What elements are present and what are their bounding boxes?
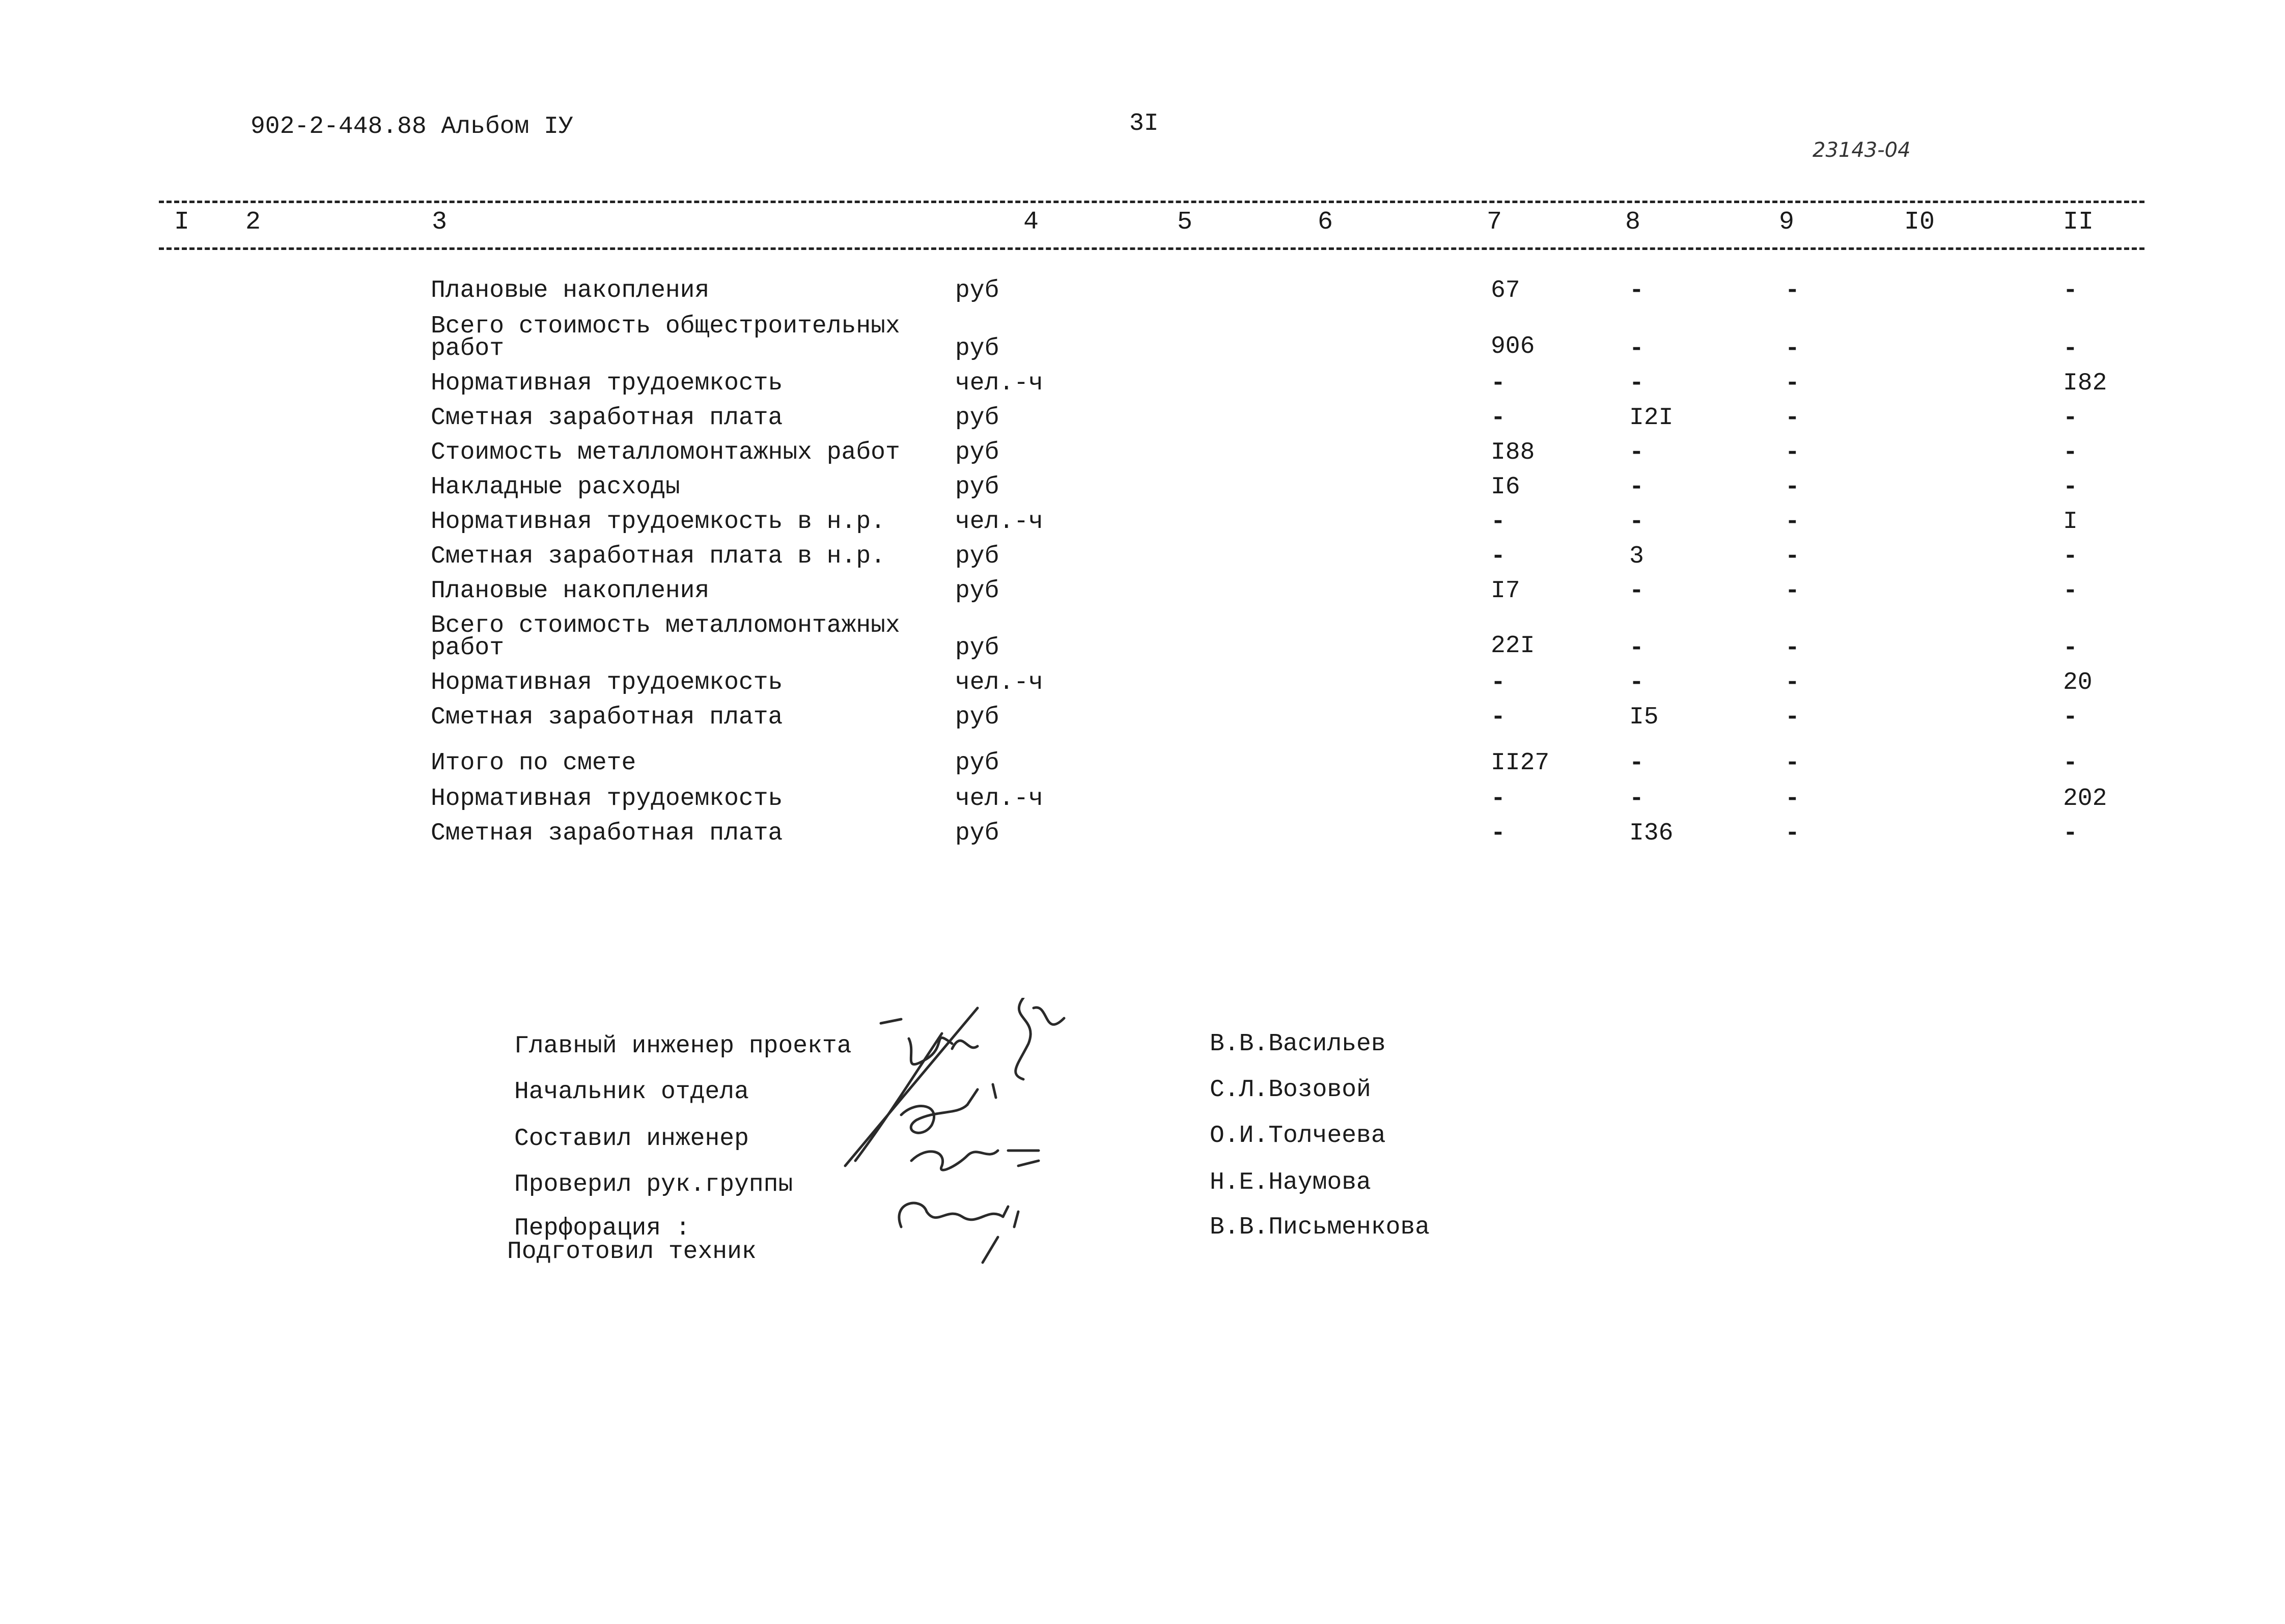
- row-col-8: -: [1629, 473, 1644, 501]
- row-unit: чел.-ч: [955, 785, 1043, 813]
- signature-name: О.И.Толчеева: [1210, 1122, 1386, 1150]
- column-number-8: 8: [1625, 208, 1641, 237]
- row-col-7: I88: [1491, 439, 1535, 466]
- row-col-7: -: [1491, 370, 1506, 397]
- row-name: Плановые накопления: [431, 277, 710, 304]
- row-col-9: -: [1785, 820, 1800, 847]
- row-col-8: -: [1629, 577, 1644, 605]
- row-unit: руб: [955, 749, 999, 777]
- stamp-number: 23143-04: [1813, 138, 1911, 162]
- row-name-continued: работ: [431, 335, 505, 362]
- row-name: Нормативная трудоемкость: [431, 370, 783, 397]
- row-col-11: -: [2063, 404, 2078, 432]
- row-unit: руб: [955, 543, 999, 570]
- column-number-6: 6: [1318, 208, 1333, 237]
- row-col-8: 3: [1629, 543, 1644, 570]
- row-col-9: -: [1785, 749, 1800, 777]
- signature-name: Н.Е.Наумова: [1210, 1169, 1371, 1196]
- row-unit: чел.-ч: [955, 370, 1043, 397]
- row-col-11: -: [2063, 439, 2078, 466]
- row-col-8: -: [1629, 785, 1644, 813]
- row-col-8: -: [1629, 508, 1644, 536]
- signature-role-continued: Подготовил техник: [507, 1238, 757, 1266]
- row-col-7: -: [1491, 785, 1506, 813]
- row-col-9: -: [1785, 543, 1800, 570]
- row-name: Сметная заработная плата в н.р.: [431, 543, 885, 570]
- page-number: 3I: [1129, 110, 1159, 137]
- row-col-7: -: [1491, 820, 1506, 847]
- row-col-11: -: [2063, 473, 2078, 501]
- row-col-8: -: [1629, 439, 1644, 466]
- row-name: Сметная заработная плата: [431, 404, 783, 432]
- row-col-7: -: [1491, 669, 1506, 696]
- row-unit: руб: [955, 277, 999, 304]
- column-number-3: 3: [432, 208, 448, 237]
- row-col-11: I82: [2063, 370, 2107, 397]
- row-col-11: -: [2063, 749, 2078, 777]
- row-col-9: -: [1785, 473, 1800, 501]
- row-col-9: -: [1785, 785, 1800, 813]
- row-unit: руб: [955, 335, 999, 362]
- row-name: Сметная заработная плата: [431, 820, 783, 847]
- row-name: Всего стоимость общестроительных: [431, 313, 900, 340]
- row-col-7: -: [1491, 543, 1506, 570]
- row-name: Плановые накопления: [431, 577, 710, 605]
- row-col-8: -: [1629, 370, 1644, 397]
- row-col-7: -: [1491, 508, 1506, 536]
- signature-role: Перфорация :: [514, 1215, 690, 1242]
- row-col-9: -: [1785, 634, 1800, 662]
- column-number-4: 4: [1023, 208, 1039, 237]
- row-col-11: -: [2063, 704, 2078, 731]
- column-number-1: I: [174, 208, 190, 237]
- row-col-11: -: [2063, 820, 2078, 847]
- row-col-8: -: [1629, 277, 1644, 304]
- signature-role: Главный инженер проекта: [514, 1032, 852, 1060]
- row-col-11: -: [2063, 543, 2078, 570]
- row-name: Всего стоимость металломонтажных: [431, 612, 900, 639]
- row-unit: руб: [955, 577, 999, 605]
- row-unit: руб: [955, 439, 999, 466]
- row-unit: руб: [955, 704, 999, 731]
- row-col-8: I36: [1629, 820, 1674, 847]
- signature-role: Проверил рук.группы: [514, 1171, 793, 1198]
- row-unit: руб: [955, 404, 999, 432]
- signature-name: В.В.Письменкова: [1210, 1214, 1430, 1241]
- row-name: Стоимость металломонтажных работ: [431, 439, 900, 466]
- row-col-9: -: [1785, 277, 1800, 304]
- row-col-8: I5: [1629, 704, 1659, 731]
- row-col-7: II27: [1491, 749, 1550, 777]
- row-col-9: -: [1785, 370, 1800, 397]
- column-number-2: 2: [245, 208, 261, 237]
- row-col-8: -: [1629, 749, 1644, 777]
- row-col-7: -: [1491, 404, 1506, 432]
- row-name: Сметная заработная плата: [431, 704, 783, 731]
- row-col-8: -: [1629, 669, 1644, 696]
- row-col-11: -: [2063, 634, 2078, 662]
- signature-name: С.Л.Возовой: [1210, 1076, 1371, 1104]
- row-col-11: -: [2063, 335, 2078, 362]
- signature-name: В.В.Васильев: [1210, 1030, 1386, 1058]
- row-col-8: -: [1629, 634, 1644, 662]
- column-number-9: 9: [1779, 208, 1795, 237]
- row-col-11: -: [2063, 577, 2078, 605]
- row-name: Итого по смете: [431, 749, 636, 777]
- row-unit: руб: [955, 820, 999, 847]
- handwritten-signatures-image: [825, 998, 1171, 1283]
- row-col-11: -: [2063, 277, 2078, 304]
- row-col-11: 202: [2063, 785, 2107, 813]
- header-rule-top: [159, 201, 2144, 203]
- row-col-9: -: [1785, 508, 1800, 536]
- row-col-8: -: [1629, 335, 1644, 362]
- row-col-9: -: [1785, 669, 1800, 696]
- row-col-7: 22I: [1491, 632, 1535, 660]
- row-unit: чел.-ч: [955, 669, 1043, 696]
- row-col-9: -: [1785, 335, 1800, 362]
- column-number-7: 7: [1487, 208, 1502, 237]
- column-number-10: I0: [1904, 208, 1935, 237]
- row-name: Нормативная трудоемкость в н.р.: [431, 508, 885, 536]
- row-col-7: I6: [1491, 473, 1520, 501]
- row-col-7: I7: [1491, 577, 1520, 605]
- row-col-7: 67: [1491, 277, 1520, 304]
- row-col-8: I2I: [1629, 404, 1674, 432]
- header-rule-bottom: [159, 247, 2144, 250]
- row-unit: чел.-ч: [955, 508, 1043, 536]
- row-col-9: -: [1785, 577, 1800, 605]
- row-col-11: I: [2063, 508, 2078, 536]
- row-col-7: 906: [1491, 333, 1535, 360]
- row-name: Накладные расходы: [431, 473, 680, 501]
- signature-role: Начальник отдела: [514, 1078, 749, 1106]
- signature-role: Составил инженер: [514, 1125, 749, 1153]
- row-col-9: -: [1785, 439, 1800, 466]
- row-name: Нормативная трудоемкость: [431, 785, 783, 813]
- row-unit: руб: [955, 634, 999, 662]
- column-number-5: 5: [1177, 208, 1193, 237]
- row-unit: руб: [955, 473, 999, 501]
- row-col-9: -: [1785, 704, 1800, 731]
- row-col-11: 20: [2063, 669, 2093, 696]
- column-number-11: II: [2063, 208, 2094, 237]
- row-col-9: -: [1785, 404, 1800, 432]
- row-name: Нормативная трудоемкость: [431, 669, 783, 696]
- row-name-continued: работ: [431, 634, 505, 662]
- row-col-7: -: [1491, 704, 1506, 731]
- document-code: 902-2-448.88 Альбом IУ: [250, 113, 573, 141]
